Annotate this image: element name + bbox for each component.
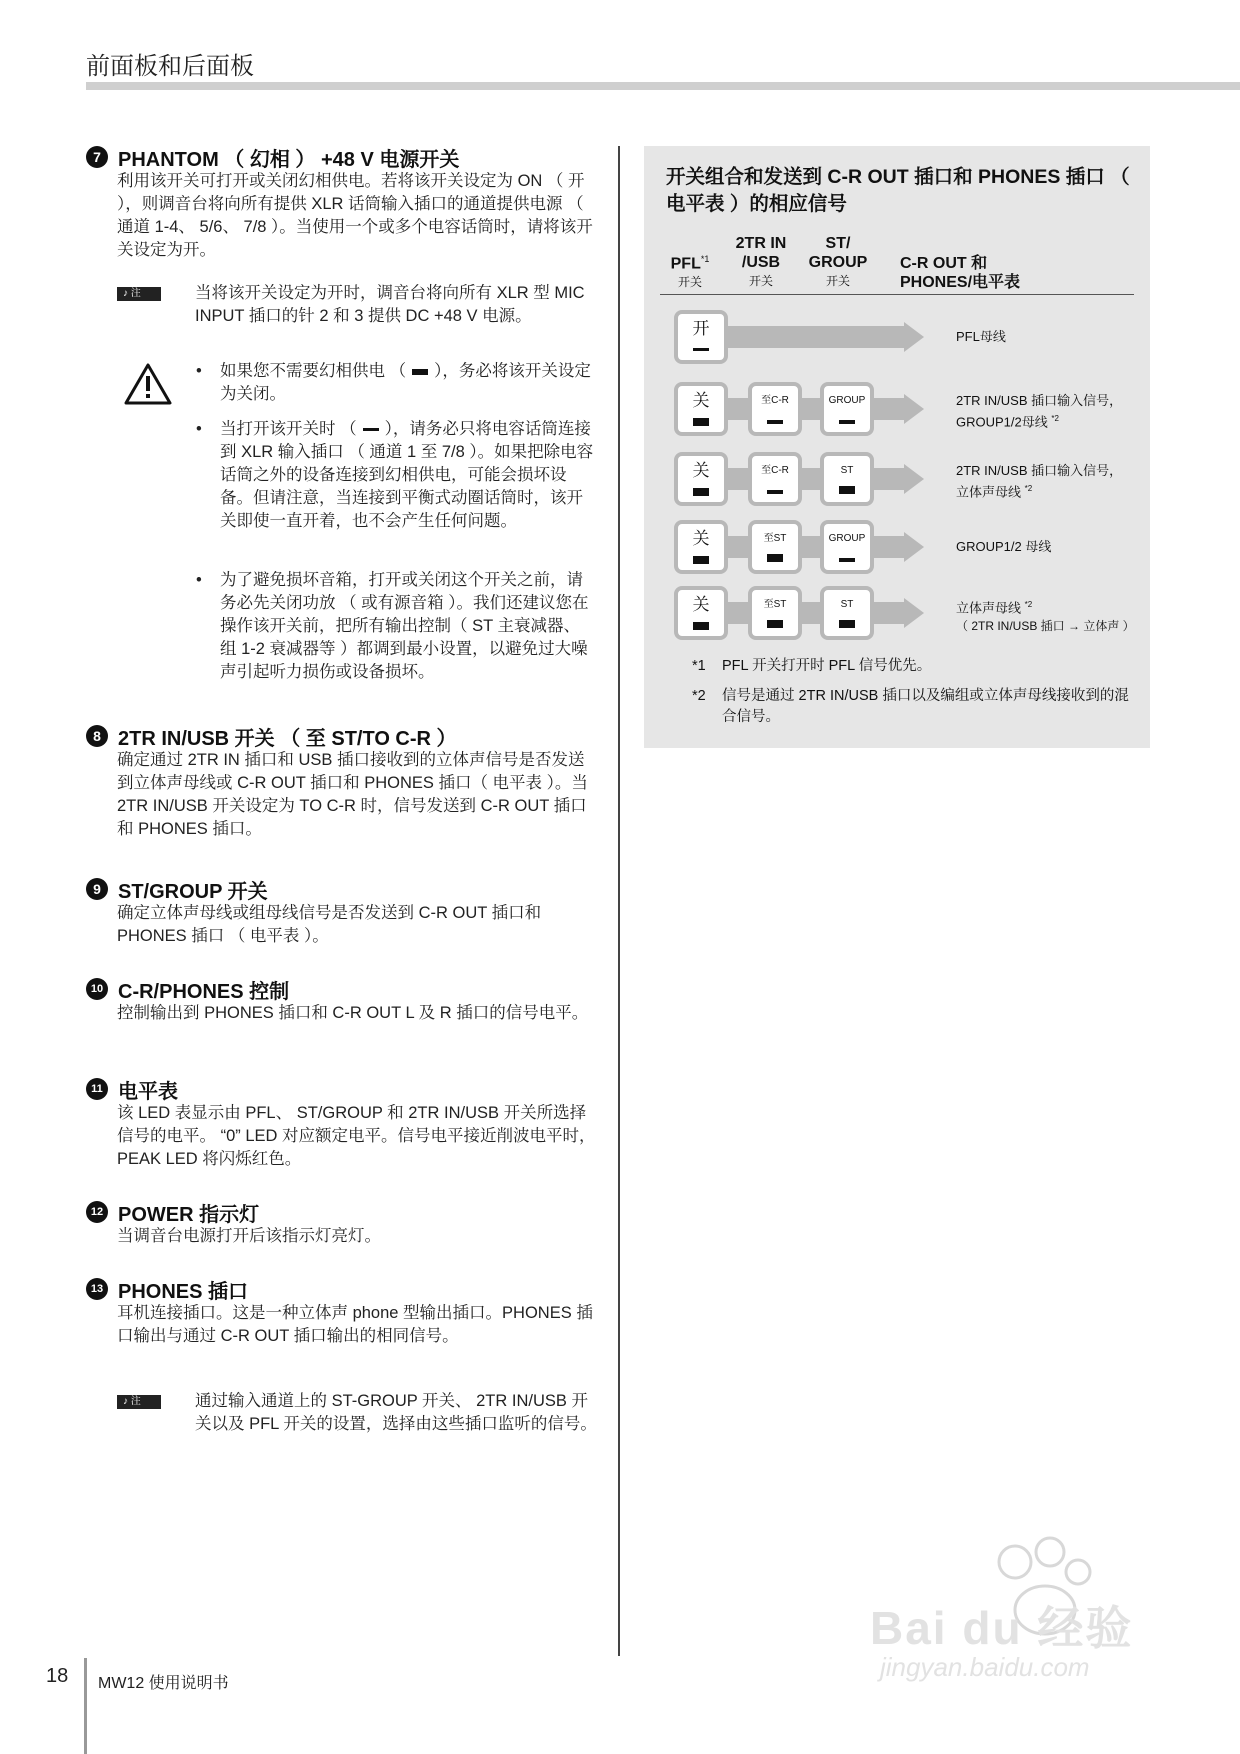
switch-state: GROUP — [828, 395, 866, 406]
column-label: 2TR IN /USB — [735, 235, 787, 271]
switch-key-icon — [839, 486, 855, 494]
note-phantom — [117, 282, 597, 328]
footnote-text: 信号是通过 2TR IN/USB 插口以及编组或立体声母线接收到的混合信号。 — [722, 688, 1129, 725]
section-cr-phones — [86, 976, 596, 1025]
st-group-switch — [820, 520, 874, 574]
switch-state: 关 — [692, 461, 710, 480]
section-title: POWER 指示灯 — [118, 1203, 260, 1226]
section-title: ST/GROUP 开关 — [118, 880, 268, 903]
section-title: C-R/PHONES 控制 — [118, 980, 290, 1003]
switch-state: 关 — [692, 391, 710, 410]
output-line: （ 2TR IN/USB 插口 → 立体声 ） — [956, 619, 1135, 634]
combination-row — [674, 452, 1174, 506]
switch-key-icon — [767, 490, 783, 494]
column-divider — [618, 146, 620, 1656]
column-header-pfl — [660, 250, 720, 292]
watermark-brand: Bai du 经验 — [870, 1602, 1134, 1654]
footer-doc-title: MW12 使用说明书 — [98, 1675, 229, 1692]
item-number: 11 — [86, 1078, 108, 1100]
footer-divider — [84, 1658, 87, 1754]
pfl-switch — [674, 520, 728, 574]
switch-state: 至C-R — [761, 395, 789, 406]
warning-bullet: • 当打开该开关时 （ ），请务必只将电容话筒连接到 XLR 输入插口 （ 通道 1 至 7/8 ）。如果把除电容话筒之外的设备连接到幻相供电，可能会损坏设备。但请注意，当连接到平衡式动圈话筒时，该开关即使一直开着，也不会产生任何问题。 — [196, 420, 594, 530]
item-number: 12 — [86, 1201, 108, 1223]
switch-off-icon — [693, 622, 709, 630]
section-title: 电平表 — [118, 1080, 178, 1103]
column-label: PFL — [670, 255, 701, 273]
bullet-text: 为了避免损坏音箱，打开或关闭这个开关之前，请务必先关闭功放 （ 或有源音箱 ）。我们还建议您在操作该开关前，把所有输出控制（ ST 主衰减器、组 1-2 衰减器等 ）都调到最小设置，以避免过大噪声引起听力损伤或设备损坏。 — [220, 571, 589, 681]
combination-row — [674, 382, 1174, 436]
output-signal: GROUP1/2 母线 — [956, 539, 1052, 554]
header-rule — [86, 82, 1240, 90]
panel-title: 开关组合和发送到 C-R OUT 插口和 PHONES 插口 （ 电平表 ）的相应信号 — [666, 166, 1130, 215]
watermark-url: jingyan.baidu.com — [880, 1652, 1090, 1682]
st-group-switch — [820, 586, 874, 640]
column-sublabel: 开关 — [825, 274, 850, 288]
switch-state: 至ST — [763, 599, 787, 610]
switch-state: 关 — [692, 595, 710, 614]
switch-state: 至C-R — [761, 465, 789, 476]
item-number: 13 — [86, 1278, 108, 1300]
section-body: 当调音台电源打开后该指示灯亮灯。 — [117, 1227, 381, 1245]
switch-key-icon — [767, 420, 783, 424]
bullet-text: ），请务必只将电容话筒连接到 XLR 输入插口 （ 通道 1 至 7/8 ）。如果把除电容话筒之外的设备连接到幻相供电，可能会损坏设备。但请注意，当连接到平衡式动圈话筒时，该开关即使一直开着，也不会产生任何问题。 — [220, 420, 594, 530]
output-signal — [956, 462, 1122, 501]
switch-key-icon — [767, 554, 783, 562]
column-header-output: C-R OUT 和 PHONES/电平表 — [900, 255, 1021, 291]
output-signal: PFL母线 — [956, 329, 1006, 344]
switch-key-icon — [839, 558, 855, 562]
note-phones — [117, 1390, 597, 1436]
baidu-watermark — [850, 1500, 1210, 1700]
2tr-usb-switch — [748, 520, 802, 574]
section-body: 确定立体声母线或组母线信号是否发送到 C-R OUT 插口和 PHONES 插口 （ 电平表 ）。 — [117, 904, 542, 945]
output-line: GROUP1/2母线 — [956, 414, 1048, 430]
switch-state: 关 — [692, 529, 710, 548]
note-text: 当将该开关设定为开时，调音台将向所有 XLR 型 MIC INPUT 插口的针 2 和 3 提供 DC +48 V 电源。 — [195, 284, 585, 325]
arrow-right-icon — [904, 464, 924, 494]
column-header-2tr — [726, 234, 796, 291]
switch-combination-panel — [644, 146, 1150, 748]
combination-row — [674, 520, 1174, 574]
switch-key-icon — [839, 420, 855, 424]
item-number: 10 — [86, 978, 108, 1000]
output-line: 2TR IN/USB 插口输入信号， — [956, 463, 1123, 478]
pfl-switch — [674, 310, 728, 364]
panel-footnote — [692, 686, 1132, 728]
column-sublabel: 开关 — [748, 274, 773, 288]
section-title: PHANTOM （ 幻相 ） +48 V 电源开关 — [118, 148, 460, 171]
pfl-switch — [674, 586, 728, 640]
pfl-switch — [674, 452, 728, 506]
section-st-group — [86, 876, 596, 948]
footnote-marker: *1 — [700, 254, 710, 264]
bullet-text: ），务必将该开关设定为关闭。 — [220, 362, 591, 403]
bullet-text: 如果您不需要幻相供电 （ — [220, 362, 407, 380]
switch-key-icon — [767, 620, 783, 628]
section-title: 2TR IN/USB 开关 （ 至 ST/TO C-R ） — [118, 727, 457, 750]
st-group-switch — [820, 452, 874, 506]
panel-footnote — [692, 656, 1132, 677]
2tr-usb-switch — [748, 452, 802, 506]
2tr-usb-switch — [748, 586, 802, 640]
section-body: 控制输出到 PHONES 插口和 C-R OUT L 及 R 插口的信号电平。 — [117, 1004, 589, 1022]
note-tag: ♪ 注 — [117, 287, 161, 301]
output-line: 立体声母线 — [956, 600, 1022, 616]
output-line: 2TR IN/USB 插口输入信号， — [956, 393, 1123, 408]
page-header-title: 前面板和后面板 — [86, 53, 254, 80]
arrow-right-icon — [904, 394, 924, 424]
warning-icon — [124, 363, 172, 405]
section-body: 该 LED 表显示由 PFL、 ST/GROUP 和 2TR IN/USB 开关所选择信号的电平。 “0” LED 对应额定电平。信号电平接近削波电平时， PEAK LED 将闪烁红色。 — [117, 1104, 596, 1168]
switch-key-icon — [839, 620, 855, 628]
arrow-right-icon — [904, 322, 924, 352]
output-signal — [956, 596, 1135, 635]
section-power — [86, 1199, 596, 1248]
switch-off-icon — [412, 369, 428, 375]
section-phantom — [86, 144, 596, 262]
switch-state: 开 — [692, 319, 710, 338]
column-header-st-group — [802, 234, 874, 291]
section-body: 耳机连接插口。这是一种立体声 phone 型输出插口。PHONES 插口输出与通过 C-R OUT 插口输出的相同信号。 — [117, 1304, 593, 1345]
panel-rule — [660, 294, 1134, 295]
pfl-switch — [674, 382, 728, 436]
bullet-text: 当打开该开关时 （ — [220, 420, 357, 438]
warning-bullet: • 如果您不需要幻相供电 （ ），务必将该开关设定为关闭。 — [196, 362, 591, 403]
st-group-switch — [820, 382, 874, 436]
switch-state: ST — [840, 465, 854, 476]
footnote-marker: *2 — [692, 688, 706, 704]
switch-off-icon — [693, 488, 709, 496]
combination-row — [674, 586, 1174, 640]
note-tag: ♪ 注 — [117, 1395, 161, 1409]
footnote-marker: *2 — [1024, 600, 1033, 609]
item-number: 8 — [86, 725, 108, 747]
item-number: 7 — [86, 146, 108, 168]
column-sublabel: 开关 — [677, 275, 702, 290]
switch-state: GROUP — [828, 533, 866, 544]
section-phones-jack — [86, 1276, 596, 1348]
switch-state: ST — [840, 599, 854, 610]
switch-off-icon — [693, 418, 709, 426]
item-number: 9 — [86, 878, 108, 900]
switch-off-icon — [693, 556, 709, 564]
footnote-text: PFL 开关打开时 PFL 信号优先。 — [722, 658, 932, 674]
warning-bullet: • 为了避免损坏音箱，打开或关闭这个开关之前，请务必先关闭功放 （ 或有源音箱 ）。我们还建议您在操作该开关前，把所有输出控制（ ST 主衰减器、组 1-2 衰减器等 ）都调到最小设置，以避免过大噪声引起听力损伤或设备损坏。 — [196, 569, 596, 684]
page-number: 18 — [46, 1665, 69, 1687]
section-title: PHONES 插口 — [118, 1280, 249, 1303]
switch-on-icon — [363, 428, 379, 431]
arrow-right-icon — [904, 598, 924, 628]
2tr-usb-switch — [748, 382, 802, 436]
section-body: 利用该开关可打开或关闭幻相供电。若将该开关设定为 ON （ 开 ），则调音台将向所有提供 XLR 话筒输入插口的通道提供电源 （ 通道 1-4、 5/6、 7/8 ）。当使用一个或多个电容话筒时，请将该开关设定为开。 — [117, 172, 593, 259]
signal-bar — [724, 326, 904, 348]
switch-on-icon — [693, 348, 709, 351]
section-level-meter — [86, 1076, 596, 1171]
output-signal — [956, 392, 1122, 431]
combination-row — [674, 310, 1174, 364]
footnote-marker: *2 — [1024, 484, 1033, 493]
column-label: ST/ GROUP — [808, 235, 868, 271]
section-2tr-usb — [86, 723, 596, 841]
switch-state: 至ST — [763, 533, 787, 544]
output-line: 立体声母线 — [956, 484, 1022, 500]
note-text: 通过输入通道上的 ST-GROUP 开关、 2TR IN/USB 开关以及 PFL 开关的设置，选择由这些插口监听的信号。 — [195, 1392, 597, 1433]
section-body: 确定通过 2TR IN 插口和 USB 插口接收到的立体声信号是否发送到立体声母线或 C-R OUT 插口和 PHONES 插口（ 电平表 ）。当 2TR IN/USB 开关设定为 TO C-R 时，信号发送到 C-R OUT 插口和 PHONES 插口。 — [117, 751, 588, 838]
arrow-right-icon — [904, 532, 924, 562]
footnote-marker: *2 — [1051, 414, 1059, 423]
footnote-marker: *1 — [692, 658, 706, 674]
